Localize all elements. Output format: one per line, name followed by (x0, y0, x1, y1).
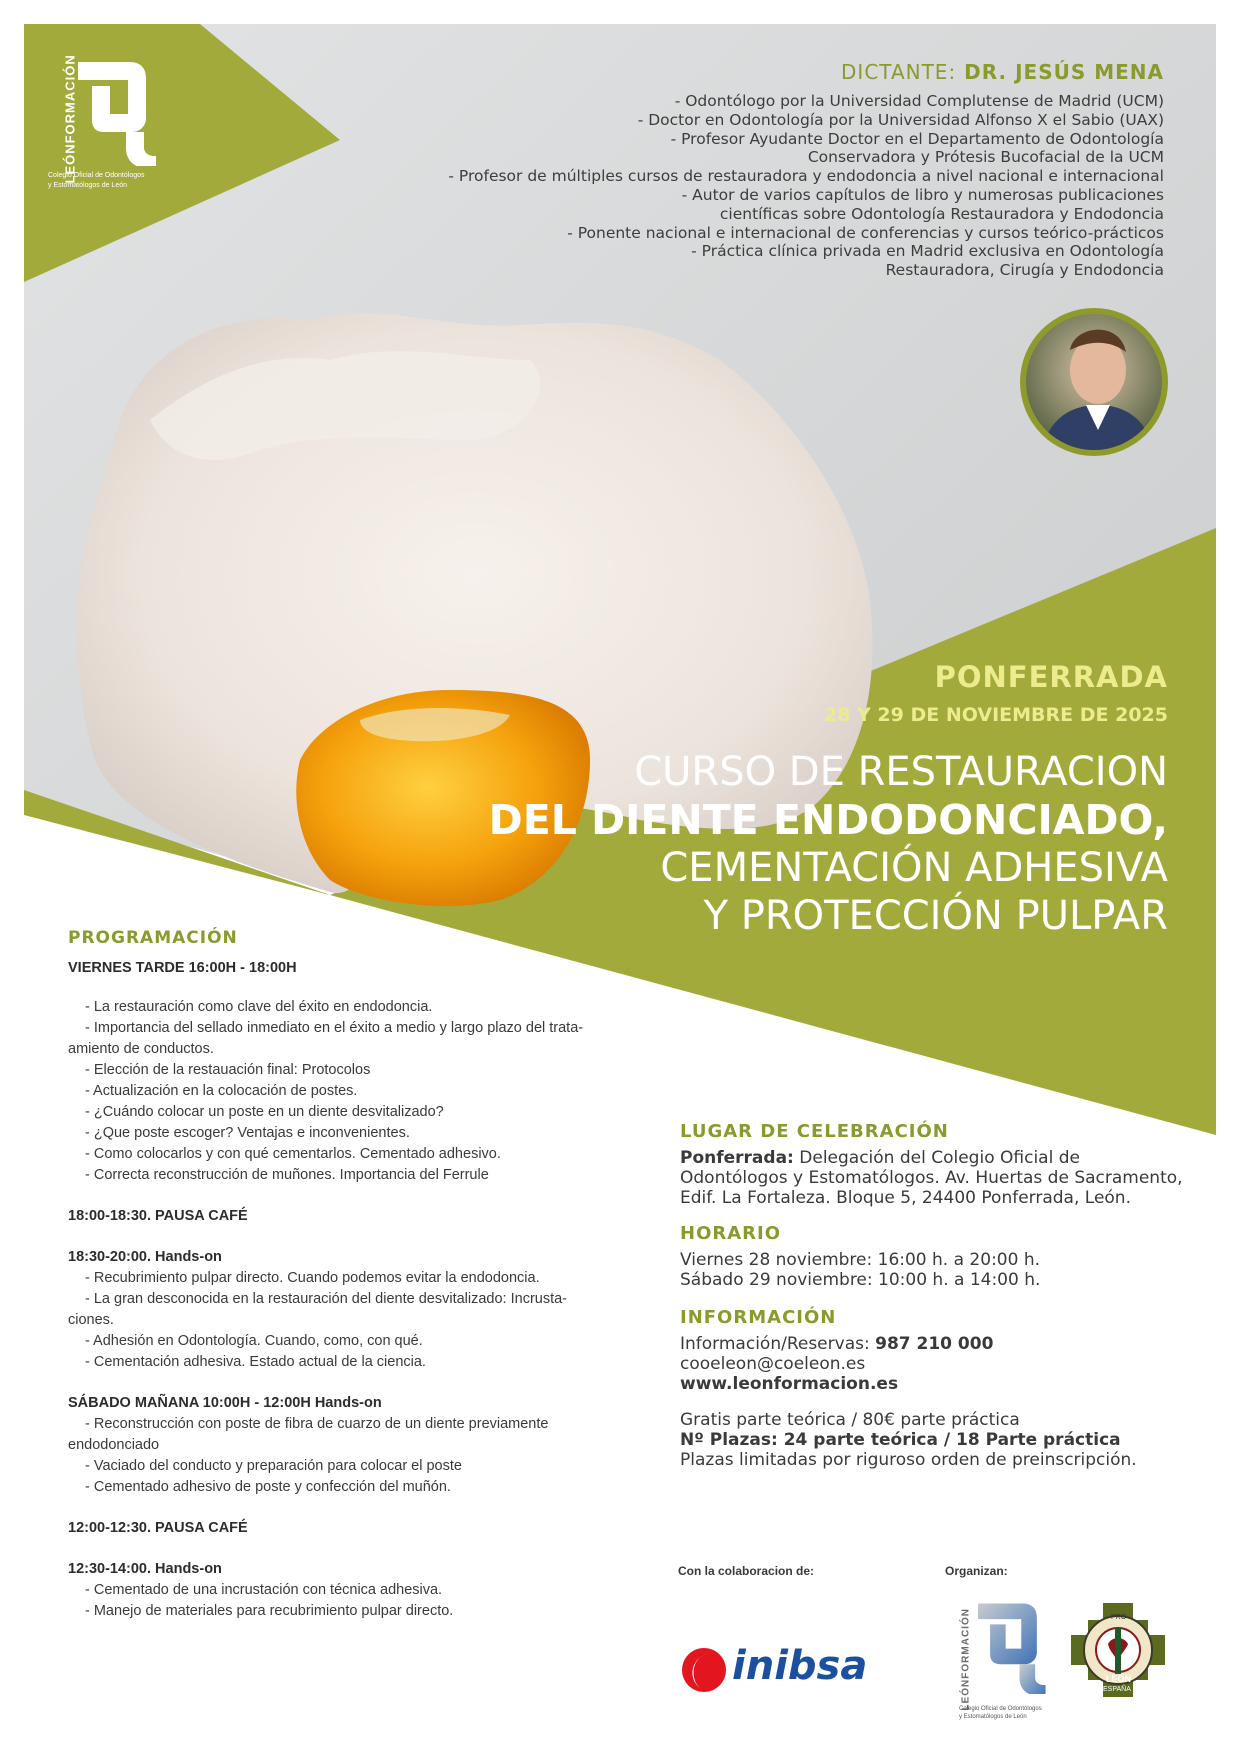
program-item: - Cementado de una incrustación con técnica adhesiva. (85, 1582, 443, 1598)
speaker-cv (444, 92, 1164, 280)
organizer-logo-leonformacion (955, 1598, 1055, 1728)
cv-line: - Ponente nacional e internacional de conferencias y cursos teórico-prácticos (567, 223, 1164, 242)
program-item: - Recubrimiento pulpar directo. Cuando podemos evitar la endodoncia. (85, 1270, 540, 1286)
organizers-label: Organizan: (945, 1564, 1008, 1578)
course-title-line3: CEMENTACIÓN ADHESIVA (660, 845, 1168, 891)
program-heading: PROGRAMACIÓN (68, 928, 238, 948)
course-dates: 28 Y 29 DE NOVIEMBRE DE 2025 (823, 704, 1168, 726)
course-title-line2: DEL DIENTE ENDODONCIADO, (488, 796, 1168, 844)
sponsor-name: inibsa (732, 1643, 868, 1689)
speaker-block (444, 60, 1164, 280)
cv-line: - Autor de varios capítulos de libro y numerosas publicaciones (681, 185, 1164, 204)
cv-line: - Profesor de múltiples cursos de restauradora y endodoncia a nivel nacional e internacional (448, 167, 1164, 186)
program-item: - La gran desconocida en la restauración del diente desvitalizado: Incrusta- (85, 1291, 568, 1307)
seats-line: Nº Plazas: 24 parte teórica / 18 Parte práctica (680, 1430, 1121, 1450)
speaker-heading (444, 60, 1164, 84)
program-item: - Cementación adhesiva. Estado actual de la ciencia. (85, 1354, 426, 1370)
course-title-line4: Y PROTECCIÓN PULPAR (703, 893, 1168, 939)
coffee-break: 18:00-18:30. PAUSA CAFÉ (68, 1208, 248, 1224)
program-item: - Como colocarlos y con qué cementarlos. Cementado adhesivo. (85, 1146, 501, 1162)
coffee-break: 12:00-12:30. PAUSA CAFÉ (68, 1520, 248, 1536)
limited-line: Plazas limitadas por riguroso orden de preinscripción. (680, 1450, 1137, 1470)
session-title: VIERNES TARDE 16:00H - 18:00H (68, 960, 297, 976)
speaker-name: DR. JESÚS MENA (964, 60, 1164, 84)
seal-country-text: ESPAÑA (1103, 1686, 1131, 1693)
collab-label: Con la colaboracion de: (678, 1564, 815, 1578)
seal-bottom-text: LEÓN (1106, 1674, 1132, 1684)
organizer-logo-sub2: y Estomatólogos de León (959, 1714, 1027, 1720)
contact-email[interactable]: cooeleon@coeleon.es (680, 1354, 866, 1374)
course-title-block (448, 660, 1168, 940)
program-item-continuation: amiento de conductos. (68, 1041, 214, 1057)
speaker-label: DICTANTE: (841, 60, 957, 84)
schedule-line: Sábado 29 noviembre: 10:00 h. a 14:00 h. (680, 1270, 1041, 1290)
cv-line: - Doctor en Odontología por la Universidad Alfonso X el Sabio (UAX) (637, 110, 1164, 129)
program-item-continuation: endodonciado (68, 1437, 160, 1453)
brand-logo-vertical-text: LEÓNFORMACIÓN (62, 54, 78, 184)
venue-text: Delegación del Colegio Oficial de (799, 1148, 1080, 1168)
cv-line: científicas sobre Odontología Restauradora y Endodoncia (719, 204, 1164, 223)
cv-line: Restauradora, Cirugía y Endodoncia (885, 261, 1164, 280)
inibsa-mark-icon (680, 1645, 728, 1695)
brand-logo-sub1: Colegio Oficial de Odontólogos (48, 172, 145, 179)
program-item: - La restauración como clave del éxito en endodoncia. (85, 999, 433, 1015)
price-line: Gratis parte teórica / 80€ parte práctica (680, 1410, 1020, 1430)
venue-heading: LUGAR DE CELEBRACIÓN (680, 1121, 949, 1142)
program-item: - Actualización en la colocación de postes. (85, 1083, 358, 1099)
program-item: - Adhesión en Odontología. Cuando, como, con qué. (85, 1333, 423, 1349)
program-item: - Correcta reconstrucción de muñones. Importancia del Ferrule (85, 1167, 489, 1183)
session-title: 12:30-14:00. Hands-on (68, 1561, 222, 1577)
cv-line: Conservadora y Prótesis Bucofacial de la UCM (807, 148, 1164, 167)
brand-logo-mark (70, 56, 160, 166)
program-item: - ¿Cuándo colocar un poste en un diente desvitalizado? (85, 1104, 444, 1120)
schedule-line: Viernes 28 noviembre: 16:00 h. a 20:00 h. (680, 1250, 1041, 1270)
cv-line: - Práctica clínica privada en Madrid exclusiva en Odontología (691, 242, 1164, 261)
program-item: - Vaciado del conducto y preparación para colocar el poste (85, 1458, 462, 1474)
sponsor-logo (680, 1645, 870, 1695)
info-section (680, 1122, 1200, 1470)
program-item: - Importancia del sellado inmediato en el éxito a medio y largo plazo del trata- (85, 1020, 584, 1036)
brand-logo (40, 56, 170, 196)
organizer-logo-sub1: Colegio Oficial de Odontólogos (959, 1706, 1042, 1712)
contact-label: Información/Reservas: (680, 1334, 870, 1354)
program-item: - Manejo de materiales para recubrimiento pulpar directo. (85, 1603, 454, 1619)
venue-line3: Edif. La Fortaleza. Bloque 5, 24400 Ponferrada, León. (680, 1188, 1131, 1208)
seal-top-text: PRO (1111, 1614, 1127, 1621)
contact-heading: INFORMACIÓN (680, 1307, 837, 1328)
program-item: - ¿Que poste escoger? Ventajas e inconvenientes. (85, 1125, 410, 1141)
course-city: PONFERRADA (934, 660, 1168, 694)
cv-line: - Odontólogo por la Universidad Complutense de Madrid (UCM) (674, 92, 1164, 110)
contact-web[interactable]: www.leonformacion.es (680, 1374, 899, 1394)
contact-phone[interactable]: 987 210 000 (875, 1334, 994, 1354)
contact-phone-line (680, 1334, 1200, 1354)
cv-line: - Profesor Ayudante Doctor en el Departamento de Odontología (670, 129, 1164, 148)
session-title: 18:30-20:00. Hands-on (68, 1249, 222, 1265)
venue-line2: Odontólogos y Estomatólogos. Av. Huertas de Sacramento, (680, 1168, 1183, 1188)
program-item: - Cementado adhesivo de poste y confección del muñón. (85, 1479, 451, 1495)
program-item: - Elección de la restauación final: Protocolos (85, 1062, 371, 1078)
schedule-heading: HORARIO (680, 1223, 782, 1244)
organizer-logo-mark (971, 1598, 1049, 1694)
organizer-seal (1068, 1600, 1168, 1700)
session-title: SÁBADO MAÑANA 10:00H - 12:00H Hands-on (68, 1395, 382, 1411)
brand-logo-sub2: y Estomatólogos de León (48, 182, 127, 189)
venue-city: Ponferrada: (680, 1148, 794, 1168)
program-item: - Reconstrucción con poste de fibra de cuarzo de un diente previamente (85, 1416, 549, 1432)
program-item-continuation: ciones. (68, 1312, 114, 1328)
organizer-logo-vertical-text: LEÓNFORMACIÓN (960, 1608, 972, 1711)
course-title-line1: CURSO DE RESTAURACION (634, 749, 1168, 795)
venue-line1 (680, 1148, 1200, 1168)
program-section (68, 928, 628, 1622)
